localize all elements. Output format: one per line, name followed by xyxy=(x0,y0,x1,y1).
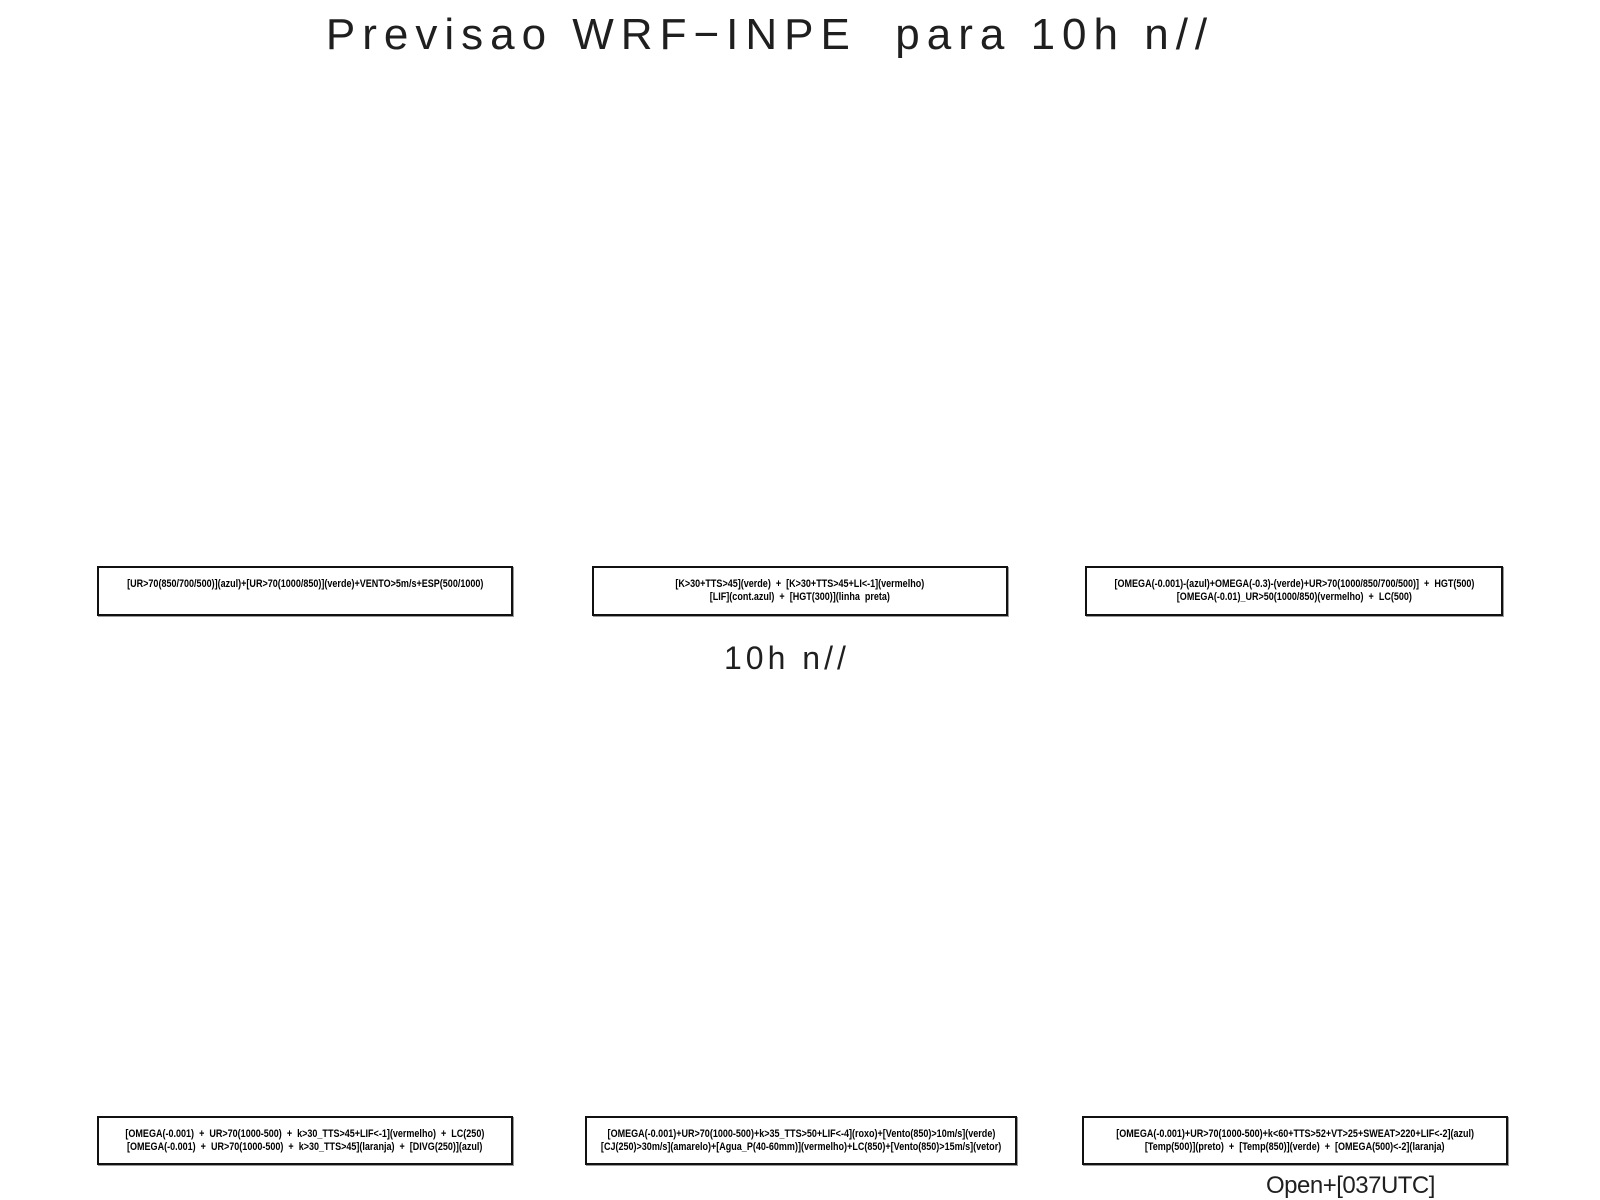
legend-box-bottom-left xyxy=(97,1116,513,1165)
footer-open-label: Open+[037UTC] xyxy=(1266,1172,1435,1199)
legend-box-bottom-right xyxy=(1082,1116,1508,1165)
legend-box-top-right xyxy=(1085,566,1503,616)
legend-box-bottom-center xyxy=(585,1116,1017,1165)
legend-line: [CJ(250)>30m/s](amarelo)+[Agua_P(40-60mm)](vermelho)+LC(850)+[Vento(850)>15m/s](vetor) xyxy=(600,1140,1002,1153)
legend-line: [UR>70(850/700/500)](azul)+[UR>70(1000/850)](verde)+VENTO>5m/s+ESP(500/1000) xyxy=(126,578,484,590)
legend-line: [OMEGA(-0.001)-(azul)+OMEGA(-0.3)-(verde)+UR>70(1000/850/700/500)] + HGT(500) xyxy=(1114,578,1474,590)
legend-line: [OMEGA(-0.001)+UR>70(1000-500)+k<60+TTS>52+VT>25+SWEAT>220+LIF<-2](azul) xyxy=(1116,1127,1474,1140)
page-title: Previsao WRF−INPE para 10h n// xyxy=(325,10,1215,59)
legend-line: [OMEGA(-0.001)+UR>70(1000-500)+k>35_TTS>50+LIF<-4](roxo)+[Vento(850)>10m/s](verde) xyxy=(607,1127,995,1140)
legend-line: [OMEGA(-0.001) + UR>70(1000-500) + k>30_TTS>45+LIF<-1](vermelho) + LC(250) xyxy=(125,1127,485,1140)
legend-box-top-left xyxy=(97,566,513,616)
legend-line: [Temp(500)](preto) + [Temp(850)](verde) + [OMEGA(500)<-2](laranja) xyxy=(1145,1140,1445,1153)
legend-line: [OMEGA(-0.001) + UR>70(1000-500) + k>30_TTS>45](laranja) + [DIVG(250)](azul) xyxy=(127,1140,483,1153)
legend-box-top-center xyxy=(592,566,1008,616)
forecast-hour-label: 10h n// xyxy=(724,640,850,676)
legend-line: [LIF](cont.azul) + [HGT(300)](linha preta) xyxy=(709,591,891,603)
legend-line: [K>30+TTS>45](verde) + [K>30+TTS>45+LI<-1](vermelho) xyxy=(675,578,925,590)
legend-line: [OMEGA(-0.01)_UR>50(1000/850)(vermelho) + LC(500) xyxy=(1176,591,1412,603)
